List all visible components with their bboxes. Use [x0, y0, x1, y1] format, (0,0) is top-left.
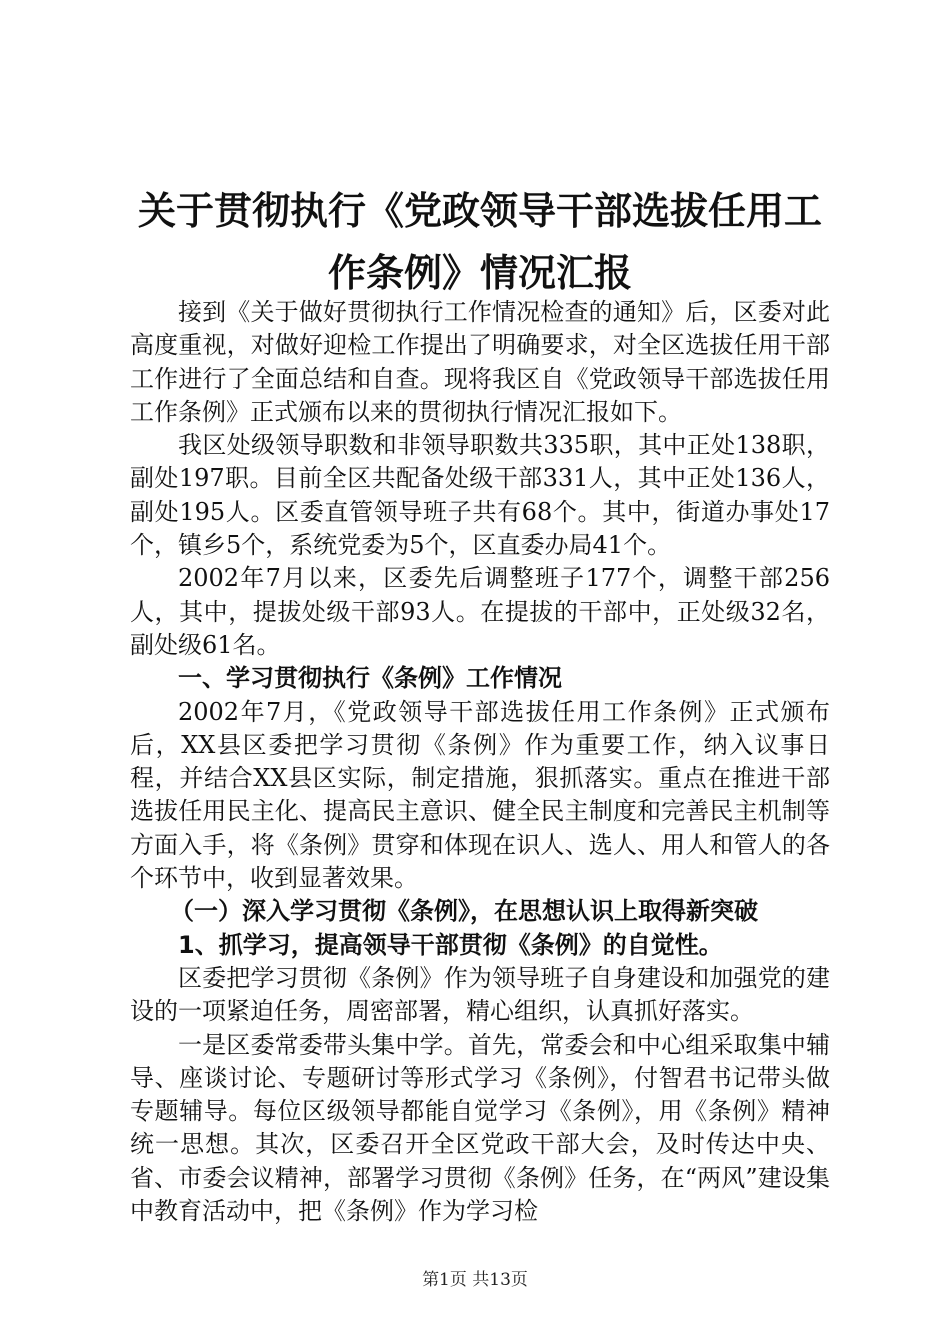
paragraph: 2002年7月以来，区委先后调整班子177个，调整干部256人，其中，提拔处级干部93人。在提拔的干部中，正处级32名，副处级61名。 [130, 564, 830, 659]
paragraph: 我区处级领导职数和非领导职数共335职，其中正处138职，副处197职。目前全区共配备处级干部331人，其中正处136人，副处195人。区委直管领导班子共有68个。其中，街道办事处17个，镇乡5个，系统党委为5个，区直委办局41个。 [130, 431, 830, 560]
subsection-heading: （一）深入学习贯彻《条例》，在思想认识上取得新突破 [170, 897, 758, 926]
document-title: 关于贯彻执行《党政领导干部选拔任用工作条例》情况汇报 [137, 189, 822, 295]
paragraph: 2002年7月，《党政领导干部选拔任用工作条例》正式颁布后，XX县区委把学习贯彻《条例》作为重要工作，纳入议事日程，并结合XX县区实际，制定措施，狠抓落实。重点在推进干部选拔任用民主化、提高民主意识、健全民主制度和完善民主机制等方面入手，将《条例》贯穿和体现在识人、选人、用人和管人的各个环节中，收到显著效果。 [130, 697, 830, 893]
section-heading: 一、学习贯彻执行《条例》工作情况 [178, 664, 562, 693]
paragraph: 一是区委常委带头集中学。首先，常委会和中心组采取集中辅导、座谈讨论、专题研讨等形式学习《条例》，付智君书记带头做专题辅导。每位区级领导都能自觉学习《条例》，用《条例》精神统一思想。其次，区委召开全区党政干部大会，及时传达中央、省、市委会议精神，部署学习贯彻《条例》任务，在“两风”建设集中教育活动中，把《条例》作为学习检 [130, 1030, 830, 1226]
document-body [130, 296, 830, 1228]
paragraph: 区委把学习贯彻《条例》作为领导班子自身建设和加强党的建设的一项紧迫任务，周密部署，精心组织，认真抓好落实。 [130, 963, 830, 1026]
subsection-heading: 1、抓学习，提高领导干部贯彻《条例》的自觉性。 [178, 930, 723, 959]
page-footer: 第1页 共13页 [422, 1270, 528, 1290]
paragraph: 接到《关于做好贯彻执行工作情况检查的通知》后，区委对此高度重视，对做好迎检工作提出了明确要求，对全区选拔任用干部工作进行了全面总结和自查。现将我区自《党政领导干部选拔任用工作条例》正式颁布以来的贯彻执行情况汇报如下。 [130, 298, 830, 426]
